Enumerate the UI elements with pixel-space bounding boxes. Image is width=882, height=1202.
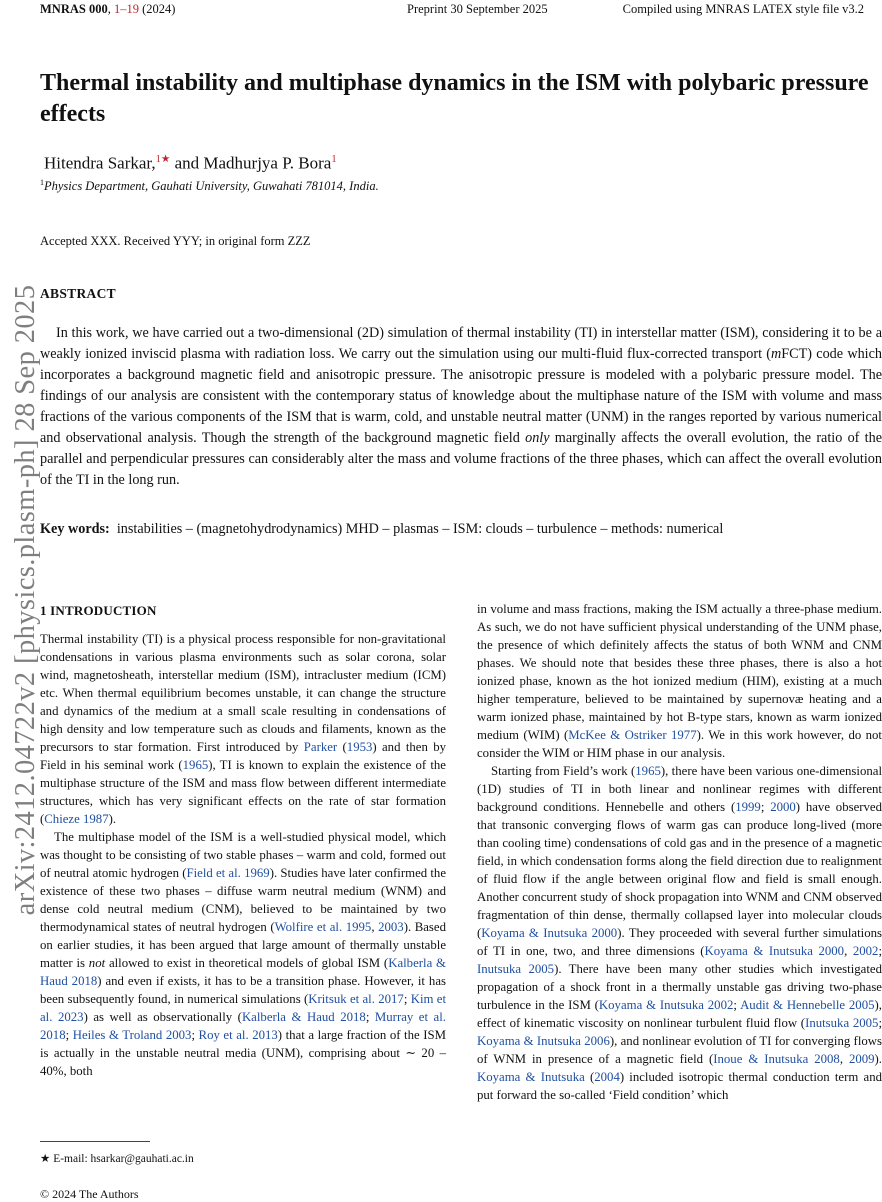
affiliation: $^1$Physics Department, Gauhati University, Guwahati 781014, India.	[40, 178, 379, 194]
citation-audit[interactable]: Audit & Hennebelle 2005	[740, 998, 875, 1012]
arxiv-stamp: arXiv:2412.04722v2 [physics.plasm-ph] 28 Sep 2025	[10, 284, 41, 916]
author-1-mark[interactable]: 1★	[155, 154, 171, 165]
citation-koyama-2004-year[interactable]: 2004	[594, 1070, 620, 1084]
citation-koyama-2000[interactable]: Koyama & Inutsuka 2000	[481, 926, 618, 940]
abstract-text: In this work, we have carried out a two-dimensional (2D) simulation of thermal instability (TI) in interstellar matter (ISM), considering it to be a weakly ionized inviscid plasma with radiation loss. We carry out the simulation using our multi-fluid flux-corrected transport (mFCT) code which incorporates a background magnetic field and anisotropic pressure. The anisotropic pressure is modeled with a polybaric pressure model. The findings of our analysis are consistent with the contemporary status of knowledge about the multiphase nature of the ISM with volume and mass fractions of the various components of the ISM that is warm, cold, and unstable neutral matter (UNM) in the ranges reported by various numerical and observational analysis. Though the strength of the background magnetic field only marginally affects the overall evolution, the ratio of the parallel and perpendicular pressures can considerably alter the mass and volume fractions of the three phases, which can affect the overall evolution of the TI in the long run.	[40, 325, 882, 488]
citation-inutsuka-2005-b[interactable]: Inutsuka 2005	[805, 1016, 879, 1030]
citation-koyama-2004[interactable]: Koyama & Inutsuka	[477, 1070, 585, 1084]
citation-field-1969[interactable]: Field et al. 1969	[186, 866, 270, 880]
citation-koyama-2000-b[interactable]: Koyama & Inutsuka 2000	[704, 944, 845, 958]
preprint-date: Preprint 30 September 2025	[407, 2, 548, 16]
page-range-link[interactable]: 1–19	[113, 2, 139, 16]
intro-paragraph-3: in volume and mass fractions, making the ISM actually a three-phase medium. As such, we do not have sufficient physical understanding of the UNM phase, the presence of which definitely affects the status of both WNM and CNM phases. We should note that besides these three phases, there is also a hot ionized phase, known as the hot ionized medium (HIM), existing at a much higher temperature, believed to be maintained by supernovæ heating and a warm ionized phase, maintained by hot B-type stars, known as warm ionized medium (WIM) (McKee & Ostriker 1977). We in this work however, do not consider the WIM or HIM phase in our analysis.	[477, 602, 882, 760]
right-column	[477, 600, 882, 1104]
citation-koyama-2006[interactable]: Koyama & Inutsuka 2006	[477, 1034, 610, 1048]
citation-koyama-2002[interactable]: 2002	[852, 944, 879, 958]
citation-hennebelle-2000[interactable]: 2000	[770, 800, 796, 814]
left-column	[40, 600, 446, 1080]
footnote-rule	[40, 1141, 150, 1142]
citation-chieze[interactable]: Chieze 1987	[44, 812, 109, 826]
citation-roy[interactable]: Roy et al. 2013	[198, 1028, 278, 1042]
citation-mckee[interactable]: McKee & Ostriker 1977	[568, 728, 697, 742]
keywords: Key words: instabilities – (magnetohydrodynamics) MHD – plasmas – ISM: clouds – turbulence – methods: numerical	[40, 521, 724, 537]
abstract-heading: ABSTRACT	[40, 286, 116, 301]
citation-inutsuka-2005[interactable]: Inutsuka 2005	[477, 962, 555, 976]
citation-heiles[interactable]: Heiles & Troland 2003	[72, 1028, 192, 1042]
accepted-line: Accepted XXX. Received YYY; in original form ZZZ	[40, 234, 311, 248]
citation-kritsuk[interactable]: Kritsuk et al. 2017	[308, 992, 404, 1006]
citation-koyama-2002-b[interactable]: Koyama & Inutsuka 2002	[598, 998, 734, 1012]
intro-paragraph-4: Starting from Field’s work (1965), there have been various one-dimensional (1D) studies of TI in both linear and nonlinear regimes with different background conditions. Hennebelle and others (1999; 2000) have observed that transonic converging flows of warm gas can produce long-lived (more than cooling time) condensations of cold gas and in the presence of a magnetic field, in which condensation forms along the field direction due to realignment of fluid flow if the angle between original flow and field is small enough. Another concurrent study of shock propagation into WNM and CNM observed fragmentation of thin dense, thermally collapsed layer into molecular clouds (Koyama & Inutsuka 2000). They proceeded with several further simulations of TI in one, two, and three dimensions (Koyama & Inutsuka 2000, 2002; Inutsuka 2005). There have been many other studies which investigated propagation of a shock front in a thermally unstable gas driving two-phase turbulence in the ISM (Koyama & Inutsuka 2002; Audit & Hennebelle 2005), effect of kinematic viscosity on nonlinear turbulent fluid flow (Inutsuka 2005; Koyama & Inutsuka 2006), and nonlinear evolution of TI for converging flows of WNM in presence of a magnetic field (Inoue & Inutsuka 2008, 2009). Koyama & Inutsuka (2004) included isotropic thermal conduction term and put forward the so-called ‘Field condition’ which	[477, 764, 882, 1102]
paper-title: Thermal instability and multiphase dynamics in the ISM with polybaric pressure effects	[40, 70, 869, 127]
section-heading-introduction: 1 INTRODUCTION	[40, 603, 157, 618]
citation-kalberla-2[interactable]: Kalberla & Haud 2018	[241, 1010, 366, 1024]
intro-paragraph-2: The multiphase model of the ISM is a well-studied physical model, which was thought to be consisting of two stable phases – warm and cold, formed out of neutral atomic hydrogen (Field et al. 1969). Studies have later confirmed the existence of these two phases – diffuse warm neutral medium (WNM) and dense cold neutral medium (CNM), believed to be maintained by two thermodynamical states of neutral hydrogen (Wolfire et al. 1995, 2003). Based on earlier studies, it has been argued that large amount of thermally unstable matter is not allowed to exist in theoretical models of global ISM (Kalberla & Haud 2018) and even if exists, it has to be a transition phase. However, it has been subsequently found, in numerical simulations (Kritsuk et al. 2017; Kim et al. 2023) as well as observationally (Kalberla & Haud 2018; Murray et al. 2018; Heiles & Troland 2003; Roy et al. 2013) that a large fraction of the ISM is actually in the unstable neutral media (UNM), comprising about ∼ 20 – 40%, both	[40, 830, 447, 1078]
citation-wolfire-1995[interactable]: Wolfire et al. 1995	[274, 920, 372, 934]
citation-murray[interactable]: Murray et al. 2018	[40, 1010, 446, 1042]
citation-inoue-2009[interactable]: 2009	[848, 1052, 875, 1066]
citation-parker[interactable]: Parker	[303, 740, 338, 754]
citation-kalberla[interactable]: Kalberla & Haud 2018	[40, 956, 446, 988]
citation-field-1965[interactable]: 1965	[182, 758, 209, 772]
citation-parker-year[interactable]: 1953	[346, 740, 373, 754]
intro-paragraph-1: Thermal instability (TI) is a physical process responsible for non-gravitational condensations in various plasma environments such as solar corona, solar wind, magnetosheath, interstellar medium (ISM), intracluster medium (ICM) etc. When thermal equilibrium becomes unstable, it can change the structure and dynamics of the medium at a small scale resulting in condensations of high density and low temperature such as clouds and filaments, known as the precursors to star formation. First introduced by Parker (1953) and then by Field in his seminal work (1965), TI is known to explain the existence of the multiphase structure of the ISM and mass flow between different intermediate structures, which has very significant effects on the rate of star formation (Chieze 1987).	[40, 632, 446, 826]
citation-hennebelle-1999[interactable]: 1999	[735, 800, 761, 814]
citation-inoue-2008[interactable]: Inoue & Inutsuka 2008	[713, 1052, 840, 1066]
citation-kim[interactable]: Kim et al. 2023	[40, 992, 446, 1024]
citation-wolfire-2003[interactable]: 2003	[378, 920, 404, 934]
author-2: Madhurjya P. Bora	[203, 153, 332, 173]
author-2-mark: 1	[331, 154, 337, 165]
compiled-note: Compiled using MNRAS LATEX style file v3.2	[622, 2, 864, 16]
copyright: © 2024 The Authors	[40, 1187, 139, 1201]
author-list: Hitendra Sarkar,$^{1★}$ and Madhurjya P. Bora$^1$	[44, 153, 337, 173]
author-1: Hitendra Sarkar,	[44, 153, 156, 173]
citation-field-1965-b[interactable]: 1965	[635, 764, 661, 778]
footnote-email: ★ E-mail: hsarkar@gauhati.ac.in	[40, 1153, 194, 1165]
journal-reference: MNRAS 000, 1–19 (2024)	[40, 2, 176, 16]
